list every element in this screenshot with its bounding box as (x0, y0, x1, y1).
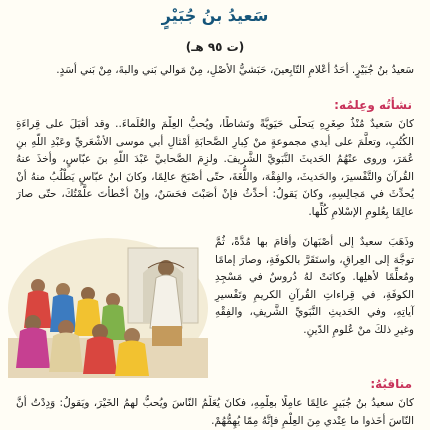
upbringing-paragraph: كانَ سَعيدٌ مُنْذُ صِغَرِهِ يَتحلَّى حَيَويَّةً ونَشاطًا، ويُحبُّ العِلْمَ والعُلَماءَ.. وقد أقبَلَ على قِراءَةِ الكُتُبِ، وتعلَّمَ على أيدي مجموعةٍ منْ كِبارِ الصَّحابَةِ أمْثالِ أبي موسى الأشْعَريِّ وعَبْدِ اللّهِ بنِ عُمَرَ، وروى عنْهُمُ الحَديثَ النَّبَويَّ الشَّريفَ. ولزِمَ الصَّحابيَّ عَبْدَ اللّهِ بنَ عبّاسٍ، وأخذَ عنهُ القُرآنَ والتَّفْسيرَ، والحَديثَ، والفِقْهَ، واللُّغَةَ، حتّى أصْبَحَ عالِمًا، وكانَ ابنُ عبّاسٍ يَطْلُبُ منهُ أنْ يُحدِّثَ في مَجالِسِهِ، وكانَ يَقولُ: أحدِّثُ فإنْ أصَبْتَ فحَسَنٌ، وإنْ أخْطأتَ علَّمْتُكَ، حتّى صارَ عالِمًا بِعُلومِ الإسْلامِ كُلِّها. (16, 118, 414, 218)
section-heading-virtues: مناقبُهُ: (370, 377, 412, 391)
virtues-paragraph: كانَ سعيدُ بنُ جُبَيرٍ عالِمًا عامِلًا بعِلْمِهِ، فكانَ يُعَلِّمُ النّاسَ ويُحبُّ لهمُ الخَيْرَ، ويَقولُ: وَدِدْتُ أنَّ النّاسَ أخَذوا ما عِنْدي مِنَ العِلْمِ فإنَّهُ مِمّا يُهِمُّهُمْ. (16, 397, 414, 427)
kufa-paragraph: وذَهَبَ سعيدٌ إلى أصْبَهانَ وأقامَ بها مُدَّةً، ثُمَّ توجَّهَ إلى العِراقِ، واستَقَرَّ بالكوفَةِ، وصارَ إمامًا ومُعلِّمًا لأهلِها. وكانَتْ لهُ دُروسٌ في مَسْجِدِ الكوفَةِ، في قِراءاتِ القُرآنِ الكريمِ وتَفْسيرِ آياتِهِ، وفي الحَديثِ النَّبَويِّ الشَّريفِ، والفِقْهِ وغيرِ ذلكَ منْ عُلومِ الدّينِ. (215, 236, 414, 336)
intro-paragraph: سَعيدُ بنُ جُبَيْرٍ. أحَدُ أعْلامِ التّابِعينَ، حَبَشيُّ الأصْلِ، مِنْ مَوالي بَني والبةَ، مِنْ بَني أسَدٍ. (56, 64, 414, 76)
page-title: سَعيدُ بنُ جُبَيْرٍ (161, 6, 269, 25)
section-heading-upbringing: نشأتُه وعِلمُه: (334, 98, 412, 112)
scholar-teaching-illustration (8, 228, 208, 378)
death-date: (ت ٩٥ هـ) (185, 40, 245, 54)
